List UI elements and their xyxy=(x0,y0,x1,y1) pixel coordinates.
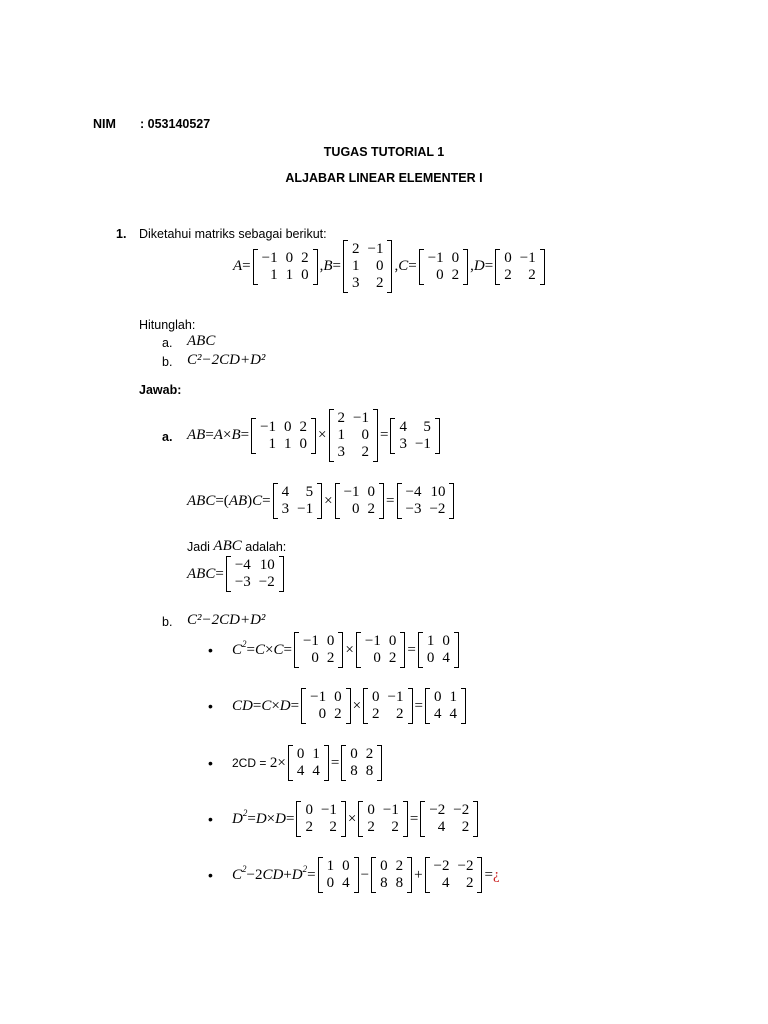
matrix-d: 0 −1 2 2 xyxy=(495,250,544,284)
matrix-c: −1 0 0 2 xyxy=(419,250,468,284)
equation-d-squared: $D^2$ = D × D = 0 −1 2 2 × 0 −1 2 2 = −2 −2 4 2 xyxy=(232,802,480,836)
part-b-expr: C²−2CD+D² xyxy=(187,612,266,628)
conclusion-line: Jadi ABC adalah: xyxy=(187,538,287,554)
matrix-b: 2 −1 1 0 3 2 xyxy=(343,241,392,292)
bullet: • xyxy=(208,642,213,658)
matrix-a: −1 0 2 1 1 0 xyxy=(253,250,318,284)
equation-2cd: 2CD = 2 × 0 1 4 4 = 0 2 8 8 xyxy=(232,746,384,780)
equation-c-squared: $C^2$ = C × C = −1 0 0 2 × −1 0 0 2 = 1 0 0 4 xyxy=(232,633,461,667)
unknown-result: ¿ xyxy=(492,866,500,883)
item-a-expr: ABC xyxy=(187,333,216,349)
nim-value: : 053140527 xyxy=(140,117,211,131)
equation-abc-result: ABC = −4 10 −3 −2 xyxy=(187,557,286,591)
matrix-definitions: A = −1 0 2 1 1 0 , B = 2 −1 1 0 3 2 , C = −1 0 0 2 , D = 0 −1 2 2 xyxy=(233,241,547,292)
equation-cd: CD = C × D = −1 0 0 2 × 0 −1 2 2 = 0 1 4 4 xyxy=(232,689,468,723)
nim-label: NIM xyxy=(93,117,116,131)
equation-abc: ABC =( AB ) C = 4 5 3 −1 × −1 0 0 2 = −4 10 −3 −2 xyxy=(187,484,456,518)
bullet: • xyxy=(208,698,213,714)
instruction: Hitunglah: xyxy=(139,318,196,332)
question-intro: Diketahui matriks sebagai berikut: xyxy=(139,227,327,241)
bullet: • xyxy=(208,811,213,827)
item-b-expr: C²−2CD+D² xyxy=(187,352,266,368)
part-a-marker: a. xyxy=(162,430,173,444)
title-line-1: TUGAS TUTORIAL 1 xyxy=(323,145,445,159)
title-line-2: ALJABAR LINEAR ELEMENTER I xyxy=(285,171,483,185)
item-b-marker: b. xyxy=(162,355,173,369)
equation-final: $C^2$ −2 CD + $D^2$ = 1 0 0 4 − 0 2 8 8 + −2 −2 4 2 = ¿ xyxy=(232,858,500,891)
question-number: 1. xyxy=(116,227,127,241)
part-b-marker: b. xyxy=(162,615,173,629)
item-a-marker: a. xyxy=(162,336,173,350)
answer-heading: Jawab: xyxy=(139,383,182,397)
equation-ab: AB = A × B = −1 0 2 1 1 0 × 2 −1 1 0 3 2 = 4 5 3 −1 xyxy=(187,410,442,461)
bullet: • xyxy=(208,755,213,771)
bullet: • xyxy=(208,867,213,883)
